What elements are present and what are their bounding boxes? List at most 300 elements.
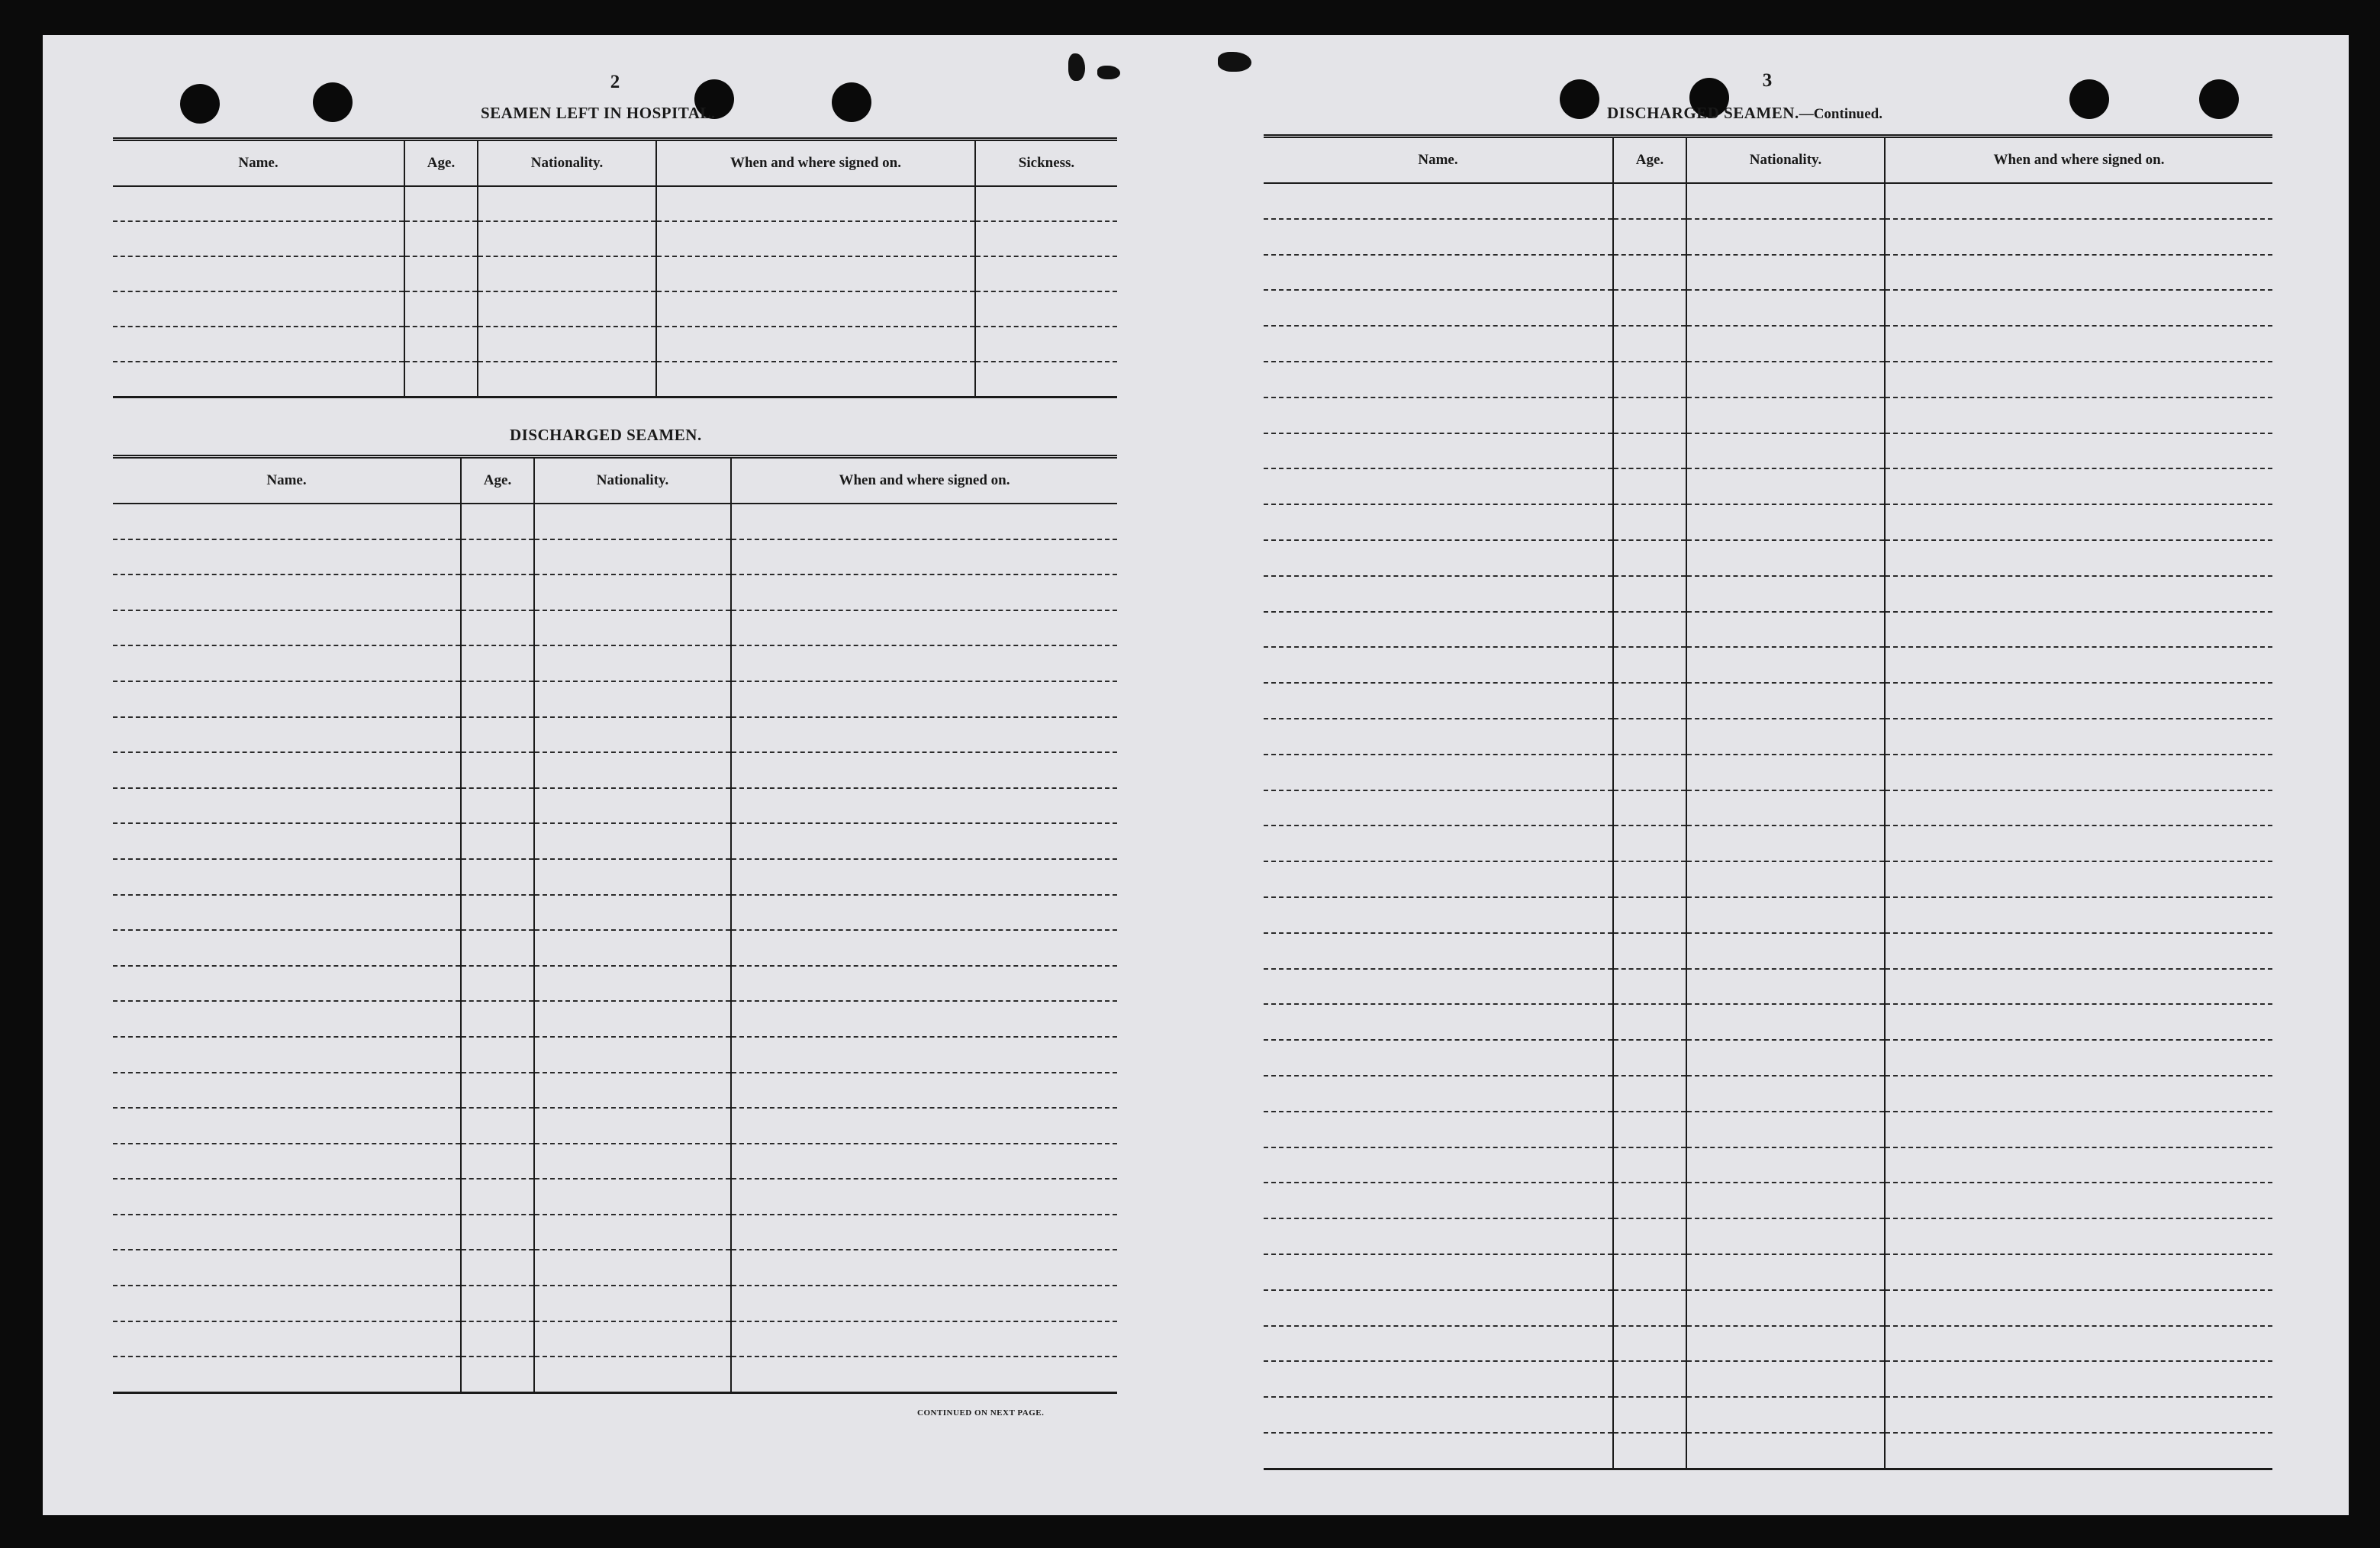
entry-cell[interactable] — [1264, 825, 1613, 861]
entry-cell[interactable] — [731, 504, 1117, 539]
entry-cell[interactable] — [534, 681, 731, 717]
entry-cell[interactable] — [731, 574, 1117, 610]
entry-cell[interactable] — [1686, 897, 1885, 933]
entry-cell[interactable] — [113, 504, 461, 539]
entry-cell[interactable] — [1885, 1254, 2272, 1290]
entry-cell[interactable] — [1264, 933, 1613, 969]
table-row — [113, 752, 1117, 788]
entry-cell[interactable] — [113, 1357, 461, 1392]
entry-cell[interactable] — [1264, 1433, 1613, 1469]
entry-cell[interactable] — [113, 681, 461, 717]
entry-cell[interactable] — [1264, 755, 1613, 790]
entry-cell[interactable] — [534, 1001, 731, 1037]
entry-cell[interactable] — [1613, 719, 1686, 755]
entry-cell[interactable] — [1885, 183, 2272, 219]
entry-cell[interactable] — [731, 859, 1117, 895]
entry-cell[interactable] — [975, 186, 1117, 221]
entry-cell[interactable] — [1613, 647, 1686, 683]
entry-cell[interactable] — [1264, 290, 1613, 326]
entry-cell[interactable] — [1686, 1397, 1885, 1433]
table-row — [113, 539, 1117, 575]
entry-cell[interactable] — [1885, 219, 2272, 255]
entry-cell[interactable] — [534, 788, 731, 824]
entry-cell[interactable] — [1686, 755, 1885, 790]
entry-cell[interactable] — [113, 645, 461, 681]
entry-cell[interactable] — [461, 610, 534, 646]
entry-cell[interactable] — [1885, 861, 2272, 897]
entry-cell[interactable] — [534, 1286, 731, 1321]
entry-cell[interactable] — [1613, 790, 1686, 826]
table-header-row — [1264, 137, 2272, 184]
entry-cell[interactable] — [656, 362, 975, 397]
entry-cell[interactable] — [1885, 1004, 2272, 1040]
entry-cell[interactable] — [534, 610, 731, 646]
entry-cell[interactable] — [731, 823, 1117, 859]
entry-cell[interactable] — [731, 752, 1117, 788]
entry-cell[interactable] — [975, 362, 1117, 397]
entry-cell[interactable] — [461, 574, 534, 610]
entry-cell[interactable] — [113, 752, 461, 788]
entry-cell[interactable] — [1264, 1147, 1613, 1183]
entry-cell[interactable] — [1885, 1218, 2272, 1254]
entry-cell[interactable] — [461, 1001, 534, 1037]
table-header-row — [113, 457, 1117, 504]
entry-cell[interactable] — [1885, 790, 2272, 826]
entry-cell[interactable] — [1264, 1004, 1613, 1040]
entry-cell[interactable] — [1613, 1397, 1686, 1433]
column-header: Age. — [404, 140, 478, 187]
entry-cell[interactable] — [113, 930, 461, 966]
entry-cell[interactable] — [461, 1321, 534, 1357]
table-row — [1264, 861, 2272, 897]
entry-cell[interactable] — [534, 823, 731, 859]
entry-cell[interactable] — [478, 362, 656, 397]
entry-cell[interactable] — [1885, 397, 2272, 433]
entry-cell[interactable] — [113, 1108, 461, 1144]
entry-cell[interactable] — [461, 681, 534, 717]
entry-cell[interactable] — [1613, 540, 1686, 576]
entry-cell[interactable] — [1264, 1397, 1613, 1433]
entry-cell[interactable] — [1613, 861, 1686, 897]
table-row — [1264, 790, 2272, 826]
entry-cell[interactable] — [113, 362, 404, 397]
entry-cell[interactable] — [1686, 1326, 1885, 1362]
entry-cell[interactable] — [975, 291, 1117, 327]
entry-cell[interactable] — [1686, 219, 1885, 255]
entry-cell[interactable] — [975, 256, 1117, 291]
entry-cell[interactable] — [404, 327, 478, 362]
ink-blot — [1218, 52, 1251, 72]
entry-cell[interactable] — [534, 930, 731, 966]
entry-cell[interactable] — [1613, 255, 1686, 291]
entry-cell[interactable] — [113, 221, 404, 256]
entry-cell[interactable] — [1264, 683, 1613, 719]
entry-cell[interactable] — [731, 930, 1117, 966]
entry-cell[interactable] — [731, 717, 1117, 753]
entry-cell[interactable] — [975, 221, 1117, 256]
entry-cell[interactable] — [1885, 1183, 2272, 1218]
entry-cell[interactable] — [1885, 969, 2272, 1005]
entry-cell[interactable] — [534, 717, 731, 753]
entry-cell[interactable] — [461, 1215, 534, 1250]
entry-cell[interactable] — [1686, 790, 1885, 826]
entry-cell[interactable] — [1613, 1254, 1686, 1290]
entry-cell[interactable] — [461, 1286, 534, 1321]
table-row — [1264, 326, 2272, 362]
entry-cell[interactable] — [1264, 397, 1613, 433]
entry-cell[interactable] — [534, 504, 731, 539]
entry-cell[interactable] — [731, 681, 1117, 717]
entry-cell[interactable] — [1613, 362, 1686, 397]
entry-cell[interactable] — [1613, 897, 1686, 933]
entry-cell[interactable] — [1613, 1004, 1686, 1040]
entry-cell[interactable] — [1885, 504, 2272, 540]
entry-cell[interactable] — [1264, 433, 1613, 469]
entry-cell[interactable] — [1264, 1040, 1613, 1076]
entry-cell[interactable] — [1264, 255, 1613, 291]
entry-cell[interactable] — [461, 1037, 534, 1073]
ink-blot — [1068, 53, 1085, 81]
entry-cell[interactable] — [731, 1215, 1117, 1250]
entry-cell[interactable] — [1613, 933, 1686, 969]
entry-cell[interactable] — [1885, 1040, 2272, 1076]
entry-cell[interactable] — [534, 752, 731, 788]
entry-cell[interactable] — [461, 1250, 534, 1286]
entry-cell[interactable] — [461, 717, 534, 753]
entry-cell[interactable] — [461, 823, 534, 859]
column-header: Nationality. — [534, 457, 731, 504]
entry-cell[interactable] — [1264, 183, 1613, 219]
entry-cell[interactable] — [404, 362, 478, 397]
entry-cell[interactable] — [113, 291, 404, 327]
entry-cell[interactable] — [1885, 755, 2272, 790]
entry-cell[interactable] — [731, 645, 1117, 681]
entry-cell[interactable] — [1885, 1397, 2272, 1433]
entry-cell[interactable] — [534, 1357, 731, 1392]
entry-cell[interactable] — [1264, 897, 1613, 933]
entry-cell[interactable] — [113, 895, 461, 931]
table-row — [113, 362, 1117, 397]
entry-cell[interactable] — [113, 1179, 461, 1215]
entry-cell[interactable] — [1613, 1290, 1686, 1326]
entry-cell[interactable] — [1613, 612, 1686, 648]
entry-cell[interactable] — [461, 1108, 534, 1144]
entry-cell[interactable] — [1264, 362, 1613, 397]
entry-cell[interactable] — [461, 966, 534, 1002]
entry-cell[interactable] — [1613, 1326, 1686, 1362]
entry-cell[interactable] — [1885, 362, 2272, 397]
entry-cell[interactable] — [478, 291, 656, 327]
entry-cell[interactable] — [731, 1179, 1117, 1215]
entry-cell[interactable] — [113, 1037, 461, 1073]
entry-cell[interactable] — [731, 539, 1117, 575]
entry-cell[interactable] — [1686, 861, 1885, 897]
entry-cell[interactable] — [731, 1286, 1117, 1321]
entry-cell[interactable] — [1686, 326, 1885, 362]
entry-cell[interactable] — [1686, 1040, 1885, 1076]
entry-cell[interactable] — [731, 610, 1117, 646]
entry-cell[interactable] — [1613, 397, 1686, 433]
entry-cell[interactable] — [1613, 290, 1686, 326]
entry-cell[interactable] — [1686, 969, 1885, 1005]
entry-cell[interactable] — [975, 327, 1117, 362]
entry-cell[interactable] — [534, 1179, 731, 1215]
table-row — [1264, 290, 2272, 326]
entry-cell[interactable] — [1885, 719, 2272, 755]
table-row — [1264, 1254, 2272, 1290]
entry-cell[interactable] — [1264, 1326, 1613, 1362]
table-row — [113, 1144, 1117, 1180]
entry-cell[interactable] — [1686, 362, 1885, 397]
entry-cell[interactable] — [731, 1250, 1117, 1286]
ink-blot — [1097, 66, 1120, 79]
entry-cell[interactable] — [1686, 504, 1885, 540]
entry-cell[interactable] — [1264, 1290, 1613, 1326]
entry-cell[interactable] — [656, 327, 975, 362]
entry-cell[interactable] — [1613, 504, 1686, 540]
entry-cell[interactable] — [1885, 468, 2272, 504]
entry-cell[interactable] — [1613, 755, 1686, 790]
entry-cell[interactable] — [1613, 1076, 1686, 1112]
entry-cell[interactable] — [1885, 647, 2272, 683]
entry-cell[interactable] — [113, 1286, 461, 1321]
entry-cell[interactable] — [1686, 576, 1885, 612]
entry-cell[interactable] — [1885, 933, 2272, 969]
entry-cell[interactable] — [1613, 183, 1686, 219]
entry-cell[interactable] — [1686, 825, 1885, 861]
entry-cell[interactable] — [534, 859, 731, 895]
entry-cell[interactable] — [1613, 969, 1686, 1005]
entry-cell[interactable] — [534, 1215, 731, 1250]
entry-cell[interactable] — [113, 788, 461, 824]
entry-cell[interactable] — [1264, 719, 1613, 755]
entry-cell[interactable] — [1686, 183, 1885, 219]
table-row — [1264, 755, 2272, 790]
entry-cell[interactable] — [1264, 790, 1613, 826]
entry-cell[interactable] — [404, 186, 478, 221]
entry-cell[interactable] — [731, 788, 1117, 824]
entry-cell[interactable] — [461, 752, 534, 788]
column-header: Age. — [461, 457, 534, 504]
entry-cell[interactable] — [113, 1073, 461, 1109]
entry-cell[interactable] — [478, 186, 656, 221]
entry-cell[interactable] — [534, 539, 731, 575]
entry-cell[interactable] — [1885, 540, 2272, 576]
entry-cell[interactable] — [461, 859, 534, 895]
entry-cell[interactable] — [656, 221, 975, 256]
entry-cell[interactable] — [1686, 612, 1885, 648]
entry-cell[interactable] — [113, 186, 404, 221]
entry-cell[interactable] — [1613, 326, 1686, 362]
entry-cell[interactable] — [1264, 219, 1613, 255]
entry-cell[interactable] — [534, 1144, 731, 1180]
entry-cell[interactable] — [1613, 683, 1686, 719]
entry-cell[interactable] — [1885, 1433, 2272, 1469]
entry-cell[interactable] — [1264, 504, 1613, 540]
entry-cell[interactable] — [113, 256, 404, 291]
entry-cell[interactable] — [113, 1144, 461, 1180]
entry-cell[interactable] — [731, 1001, 1117, 1037]
entry-cell[interactable] — [113, 1215, 461, 1250]
entry-cell[interactable] — [731, 1144, 1117, 1180]
entry-cell[interactable] — [1613, 1040, 1686, 1076]
entry-cell[interactable] — [534, 645, 731, 681]
entry-cell[interactable] — [461, 504, 534, 539]
entry-cell[interactable] — [1686, 397, 1885, 433]
entry-cell[interactable] — [1885, 825, 2272, 861]
entry-cell[interactable] — [1613, 825, 1686, 861]
entry-cell[interactable] — [1264, 1076, 1613, 1112]
table-row — [113, 1215, 1117, 1250]
table-row — [1264, 468, 2272, 504]
entry-cell[interactable] — [1686, 1183, 1885, 1218]
entry-cell[interactable] — [1885, 576, 2272, 612]
entry-cell[interactable] — [656, 256, 975, 291]
entry-cell[interactable] — [1264, 540, 1613, 576]
entry-cell[interactable] — [1885, 1326, 2272, 1362]
entry-cell[interactable] — [1686, 933, 1885, 969]
entry-cell[interactable] — [1264, 647, 1613, 683]
entry-cell[interactable] — [1264, 1183, 1613, 1218]
entry-cell[interactable] — [731, 1357, 1117, 1392]
entry-cell[interactable] — [1885, 290, 2272, 326]
entry-cell[interactable] — [1686, 255, 1885, 291]
entry-cell[interactable] — [534, 574, 731, 610]
entry-cell[interactable] — [113, 327, 404, 362]
entry-cell[interactable] — [1686, 1076, 1885, 1112]
entry-cell[interactable] — [1885, 433, 2272, 469]
entry-cell[interactable] — [1885, 326, 2272, 362]
entry-cell[interactable] — [113, 823, 461, 859]
entry-cell[interactable] — [1613, 1218, 1686, 1254]
entry-cell[interactable] — [113, 574, 461, 610]
entry-cell[interactable] — [731, 895, 1117, 931]
entry-cell[interactable] — [534, 1321, 731, 1357]
entry-cell[interactable] — [1264, 969, 1613, 1005]
entry-cell[interactable] — [731, 1073, 1117, 1109]
entry-cell[interactable] — [478, 327, 656, 362]
entry-cell[interactable] — [1686, 1290, 1885, 1326]
entry-cell[interactable] — [1264, 1218, 1613, 1254]
entry-cell[interactable] — [1686, 719, 1885, 755]
entry-cell[interactable] — [1264, 326, 1613, 362]
entry-cell[interactable] — [1686, 1433, 1885, 1469]
entry-cell[interactable] — [1264, 1254, 1613, 1290]
entry-cell[interactable] — [1613, 576, 1686, 612]
entry-cell[interactable] — [731, 1108, 1117, 1144]
entry-cell[interactable] — [113, 539, 461, 575]
entry-cell[interactable] — [113, 610, 461, 646]
section-title-discharged-continued — [1607, 104, 1882, 123]
entry-cell[interactable] — [1613, 219, 1686, 255]
continued-note: CONTINUED ON NEXT PAGE. — [917, 1408, 1045, 1418]
entry-cell[interactable] — [1686, 540, 1885, 576]
entry-cell[interactable] — [1686, 1361, 1885, 1397]
entry-cell[interactable] — [656, 186, 975, 221]
entry-cell[interactable] — [1885, 612, 2272, 648]
entry-cell[interactable] — [1686, 647, 1885, 683]
entry-cell[interactable] — [1885, 1361, 2272, 1397]
entry-cell[interactable] — [534, 1073, 731, 1109]
entry-cell[interactable] — [1264, 1112, 1613, 1147]
entry-cell[interactable] — [1264, 576, 1613, 612]
entry-cell[interactable] — [534, 1108, 731, 1144]
entry-cell[interactable] — [1885, 683, 2272, 719]
entry-cell[interactable] — [404, 256, 478, 291]
entry-cell[interactable] — [461, 1179, 534, 1215]
entry-cell[interactable] — [461, 1357, 534, 1392]
entry-cell[interactable] — [534, 966, 731, 1002]
entry-cell[interactable] — [461, 645, 534, 681]
entry-cell[interactable] — [1885, 1076, 2272, 1112]
entry-cell[interactable] — [478, 221, 656, 256]
entry-cell[interactable] — [113, 717, 461, 753]
entry-cell[interactable] — [1613, 1183, 1686, 1218]
entry-cell[interactable] — [404, 291, 478, 327]
entry-cell[interactable] — [461, 539, 534, 575]
entry-cell[interactable] — [1686, 1218, 1885, 1254]
page-number: 3 — [1762, 70, 1773, 91]
entry-cell[interactable] — [1885, 1112, 2272, 1147]
entry-cell[interactable] — [1885, 255, 2272, 291]
entry-cell[interactable] — [1686, 683, 1885, 719]
entry-cell[interactable] — [1686, 290, 1885, 326]
entry-cell[interactable] — [461, 788, 534, 824]
entry-cell[interactable] — [1885, 1290, 2272, 1326]
column-header: Name. — [113, 140, 404, 187]
entry-cell[interactable] — [656, 291, 975, 327]
entry-cell[interactable] — [1613, 1433, 1686, 1469]
entry-cell[interactable] — [1885, 897, 2272, 933]
entry-cell[interactable] — [113, 859, 461, 895]
entry-cell[interactable] — [461, 1073, 534, 1109]
entry-cell[interactable] — [478, 256, 656, 291]
column-header: Age. — [1613, 137, 1686, 184]
entry-cell[interactable] — [731, 1321, 1117, 1357]
entry-cell[interactable] — [1264, 861, 1613, 897]
entry-cell[interactable] — [113, 1250, 461, 1286]
entry-cell[interactable] — [461, 1144, 534, 1180]
entry-cell[interactable] — [1686, 1112, 1885, 1147]
entry-cell[interactable] — [1686, 1004, 1885, 1040]
entry-cell[interactable] — [1686, 1254, 1885, 1290]
column-header: When and where signed on. — [1885, 137, 2272, 184]
entry-cell[interactable] — [1264, 468, 1613, 504]
entry-cell[interactable] — [1613, 1112, 1686, 1147]
entry-cell[interactable] — [1264, 1361, 1613, 1397]
entry-cell[interactable] — [1613, 1361, 1686, 1397]
entry-cell[interactable] — [1686, 433, 1885, 469]
entry-cell[interactable] — [534, 895, 731, 931]
entry-cell[interactable] — [404, 221, 478, 256]
entry-cell[interactable] — [1613, 433, 1686, 469]
entry-cell[interactable] — [113, 1001, 461, 1037]
entry-cell[interactable] — [1264, 612, 1613, 648]
entry-cell[interactable] — [534, 1250, 731, 1286]
entry-cell[interactable] — [461, 895, 534, 931]
entry-cell[interactable] — [731, 1037, 1117, 1073]
entry-cell[interactable] — [461, 930, 534, 966]
entry-cell[interactable] — [113, 966, 461, 1002]
entry-cell[interactable] — [534, 1037, 731, 1073]
entry-cell[interactable] — [1686, 1147, 1885, 1183]
entry-cell[interactable] — [1885, 1147, 2272, 1183]
entry-cell[interactable] — [731, 966, 1117, 1002]
entry-cell[interactable] — [1613, 468, 1686, 504]
entry-cell[interactable] — [1613, 1147, 1686, 1183]
entry-cell[interactable] — [113, 1321, 461, 1357]
entry-cell[interactable] — [1686, 468, 1885, 504]
